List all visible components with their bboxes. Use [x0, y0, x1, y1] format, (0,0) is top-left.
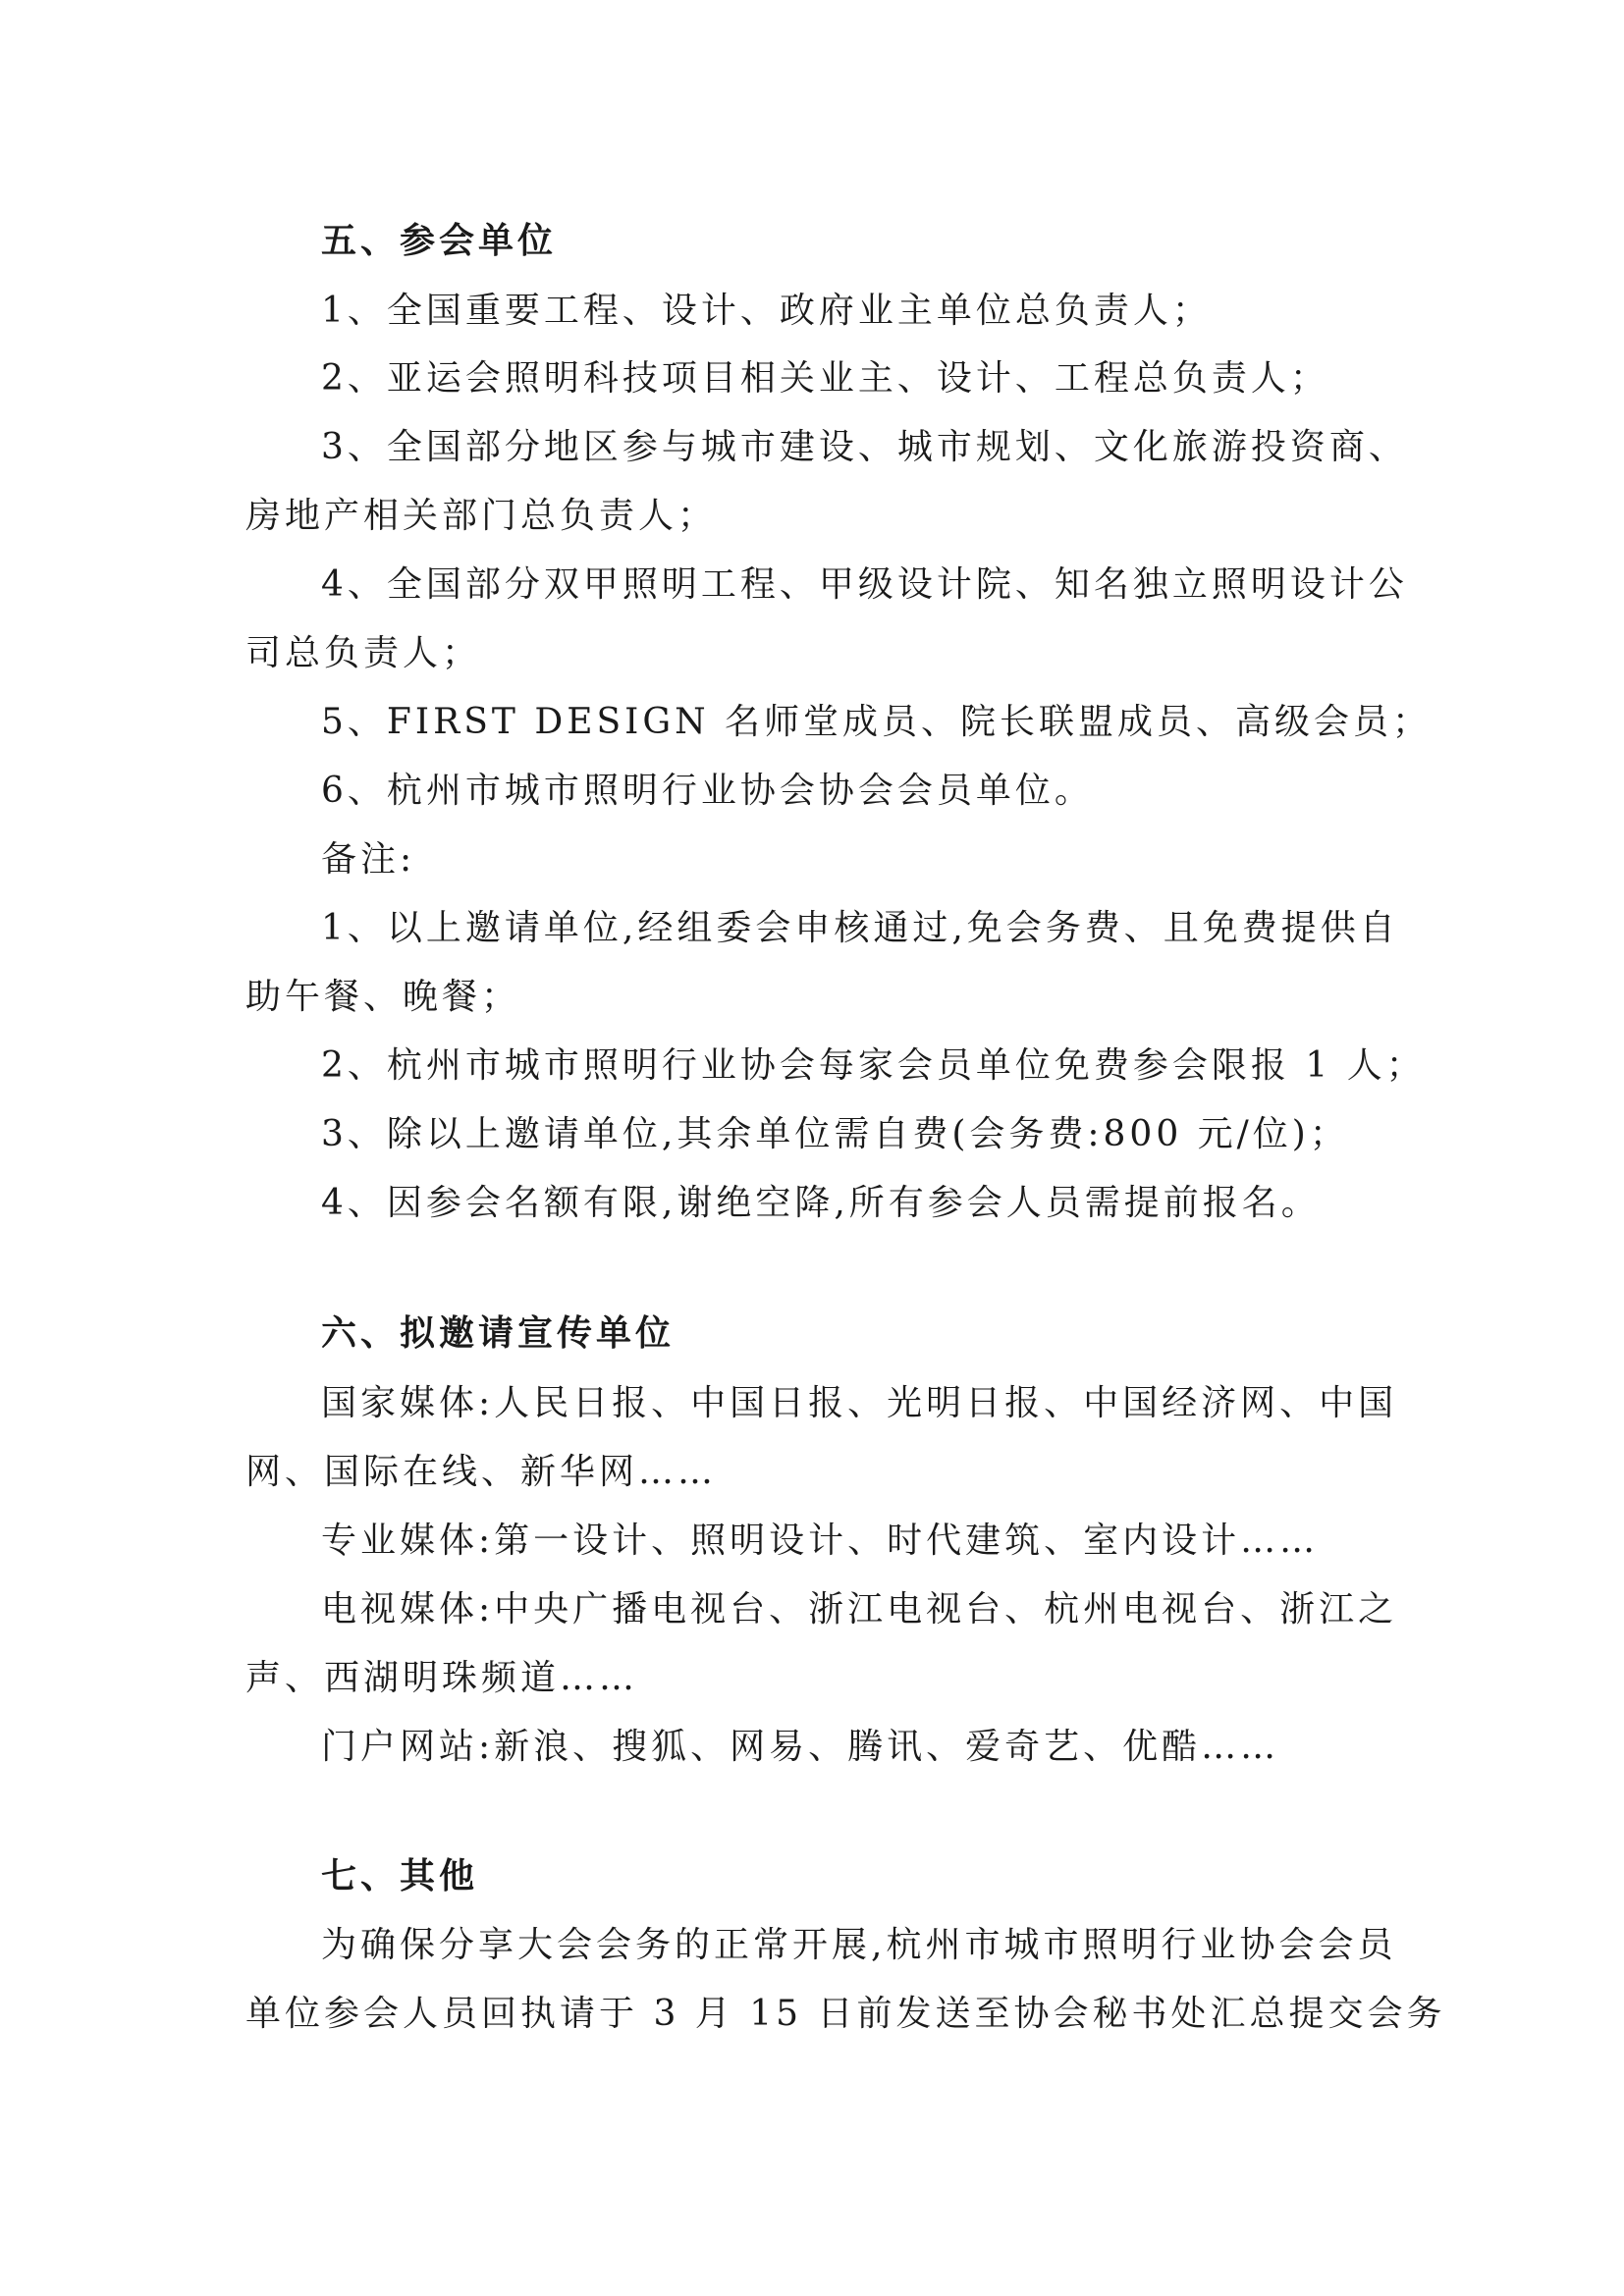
- paragraph-line: 4、因参会名额有限,谢绝空降,所有参会人员需提前报名。: [321, 1183, 1321, 1223]
- paragraph-line: 2、杭州市城市照明行业协会每家会员单位免费参会限报 1 人；: [321, 1045, 1426, 1086]
- paragraph-line: 3、全国部分地区参与城市建设、城市规划、文化旅游投资商、: [321, 427, 1408, 467]
- paragraph-line: 4、全国部分双甲照明工程、甲级设计院、知名独立照明设计公: [321, 564, 1408, 605]
- note-label: 备注:: [321, 839, 416, 880]
- paragraph-line: 房地产相关部门总负责人；: [245, 496, 718, 536]
- paragraph-line: 1、以上邀请单位,经组委会申核通过,免会务费、且免费提供自: [321, 908, 1399, 948]
- paragraph-line: 为确保分享大会会务的正常开展,杭州市城市照明行业协会会员: [321, 1925, 1397, 1965]
- paragraph-line: 5、FIRST DESIGN 名师堂成员、院长联盟成员、高级会员；: [321, 702, 1433, 742]
- section-heading: 七、其他: [321, 1856, 479, 1896]
- paragraph-line: 声、西湖明珠频道……: [245, 1658, 639, 1698]
- section-heading: 五、参会单位: [321, 221, 558, 261]
- section-heading: 六、拟邀请宣传单位: [321, 1313, 676, 1354]
- paragraph-line: 6、杭州市城市照明行业协会协会会员单位。: [321, 771, 1094, 811]
- paragraph-line: 专业媒体:第一设计、照明设计、时代建筑、室内设计……: [321, 1521, 1320, 1561]
- paragraph-line: 国家媒体:人民日报、中国日报、光明日报、中国经济网、中国: [321, 1383, 1398, 1423]
- paragraph-line: 2、亚运会照明科技项目相关业主、设计、工程总负责人；: [321, 358, 1329, 399]
- paragraph-line: 司总负责人；: [245, 633, 482, 673]
- paragraph-line: 电视媒体:中央广播电视台、浙江电视台、杭州电视台、浙江之: [321, 1589, 1398, 1629]
- paragraph-line: 3、除以上邀请单位,其余单位需自费(会务费:800 元/位)；: [321, 1114, 1349, 1154]
- paragraph-line: 助午餐、晚餐；: [245, 977, 521, 1017]
- paragraph-line: 单位参会人员回执请于 3 月 15 日前发送至协会秘书处汇总提交会务: [245, 1994, 1446, 2034]
- paragraph-line: 1、全国重要工程、设计、政府业主单位总负责人；: [321, 291, 1212, 331]
- paragraph-line: 门户网站:新浪、搜狐、网易、腾讯、爱奇艺、优酷……: [321, 1727, 1280, 1767]
- paragraph-line: 网、国际在线、新华网……: [245, 1452, 718, 1492]
